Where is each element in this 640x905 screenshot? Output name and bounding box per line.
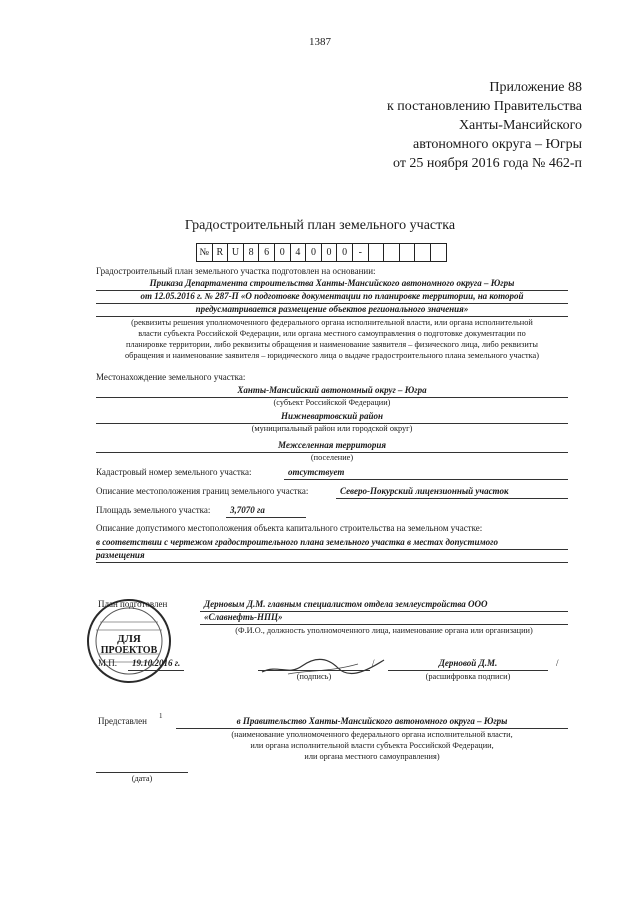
basis-note-line: обращения и наименование заявителя – юридического лица о выдаче градостроительного плана земельного участка)	[125, 351, 539, 360]
underline	[388, 670, 548, 671]
signature-caption: (подпись)	[296, 672, 332, 681]
plan-number-cell	[384, 244, 400, 261]
submitted-caption-line: (наименование уполномоченного федерального органа исполнительной власти,	[231, 730, 513, 739]
submitted-label: Представлен	[98, 716, 147, 726]
boundaries-value: Северо-Покурский лицензионный участок	[340, 486, 509, 496]
location-settlement-caption: (поселение)	[310, 453, 354, 462]
plan-number-cell: 8	[244, 244, 260, 261]
basis-label: Градостроительный план земельного участка подготовлен на основании:	[96, 266, 376, 276]
appendix-line: автономного округа – Югры	[413, 137, 582, 152]
placement-value-line: в соответствии с чертежом градостроительного плана земельного участка в местах допустимого	[96, 537, 498, 547]
prepared-value-line: Дерновым Д.М. главным специалистом отдела землеустройства ООО	[204, 599, 488, 609]
plan-number-cell: 6	[259, 244, 275, 261]
plan-number-cell: 0	[275, 244, 291, 261]
cadastral-label: Кадастровый номер земельного участка:	[96, 467, 252, 477]
basis-value-line: предусматривается размещение объектов регионального значения»	[195, 304, 469, 314]
submitted-value: в Правительство Ханты-Мансийского автономного округа – Югры	[236, 716, 508, 726]
stamp-text: ДЛЯ	[117, 633, 141, 645]
underline	[226, 517, 306, 518]
submitted-caption-line: или органа исполнительной власти субъекта Российской Федерации,	[250, 741, 494, 750]
plan-number-cell	[415, 244, 431, 261]
underline	[96, 562, 568, 563]
plan-title: Градостроительный план земельного участка	[184, 218, 456, 233]
plan-number-cell	[400, 244, 416, 261]
location-settlement: Межселенная территория	[277, 440, 387, 450]
plan-number-cell: R	[213, 244, 229, 261]
appendix-line: Приложение 88	[489, 80, 582, 95]
underline	[284, 479, 568, 480]
plan-number-cell: U	[228, 244, 244, 261]
plan-number-cell: 0	[306, 244, 322, 261]
location-label: Местонахождение земельного участка:	[96, 372, 246, 382]
boundaries-label: Описание местоположения границ земельного участка:	[96, 486, 309, 496]
plan-number-cell	[431, 244, 446, 261]
prepared-date: 19.10.2016 г.	[132, 658, 181, 668]
plan-number-cell: №	[197, 244, 213, 261]
decoding-caption: (расшифровка подписи)	[425, 672, 511, 681]
underline	[96, 549, 568, 550]
appendix-line: от 25 ноября 2016 года № 462-п	[393, 156, 582, 171]
separator-slash: /	[556, 658, 559, 668]
appendix-line: к постановлению Правительства	[386, 99, 582, 114]
stamp-text: ПРОЕКТОВ	[100, 645, 158, 656]
submitted-caption-line: или органа местного самоуправления)	[304, 752, 440, 761]
basis-value-line: Приказа Департамента строительства Ханты-Мансийского автономного округа – Югры	[149, 278, 515, 288]
underline	[96, 316, 568, 317]
seal-place-mark: М.П.	[98, 658, 118, 668]
signature-decoding: Дерновой Д.М.	[438, 658, 498, 668]
plan-number-grid	[196, 243, 447, 262]
appendix-header	[282, 78, 582, 173]
placement-value-line: размещения	[96, 550, 145, 560]
basis-note-line: (реквизиты решения уполномоченного федерального органа исполнительной власти, или органа исполнительной	[131, 318, 533, 327]
basis-note-line: планировке территории, либо реквизиты обращения и наименование заявителя – физического лица, либо реквизиты	[126, 340, 538, 349]
date-line	[96, 772, 188, 773]
underline	[176, 728, 568, 729]
page-number: 1387	[309, 36, 331, 48]
prepared-caption: (Ф.И.О., должность уполномоченного лица, наименование органа или организации)	[235, 626, 533, 635]
underline	[200, 624, 568, 625]
plan-number-cell	[369, 244, 385, 261]
footnote-mark: 1	[159, 712, 163, 720]
prepared-value-line: «Славнефть-НПЦ»	[204, 612, 283, 622]
underline	[258, 670, 370, 671]
location-district: Нижневартовский район	[280, 411, 383, 421]
placement-label: Описание допустимого местоположения объекта капитального строительства на земельном участке:	[96, 523, 483, 533]
location-subject-caption: (субъект Российской Федерации)	[273, 398, 391, 407]
underline	[336, 498, 568, 499]
basis-value-line: от 12.05.2016 г. № 287-П «О подготовке документации по планировке территории, на которой	[140, 291, 524, 301]
plan-number-cell: 0	[337, 244, 353, 261]
underline	[128, 670, 184, 671]
separator-slash: /	[372, 658, 375, 668]
prepared-label: План подготовлен	[98, 599, 168, 609]
location-subject: Ханты-Мансийский автономный округ – Югра	[237, 385, 427, 395]
appendix-line: Ханты-Мансийского	[458, 118, 582, 133]
plan-number-cell: -	[353, 244, 369, 261]
area-label: Площадь земельного участка:	[96, 505, 211, 515]
plan-number-cell: 4	[291, 244, 307, 261]
plan-number-cell: 0	[322, 244, 338, 261]
location-district-caption: (муниципальный район или городской округ)	[251, 424, 413, 433]
basis-note-line: власти субъекта Российской Федерации, или органа местного самоуправления о подготовке документации по	[138, 329, 526, 338]
cadastral-value: отсутствует	[288, 467, 345, 477]
date-caption: (дата)	[131, 774, 153, 783]
area-value: 3,7070 га	[230, 505, 265, 515]
